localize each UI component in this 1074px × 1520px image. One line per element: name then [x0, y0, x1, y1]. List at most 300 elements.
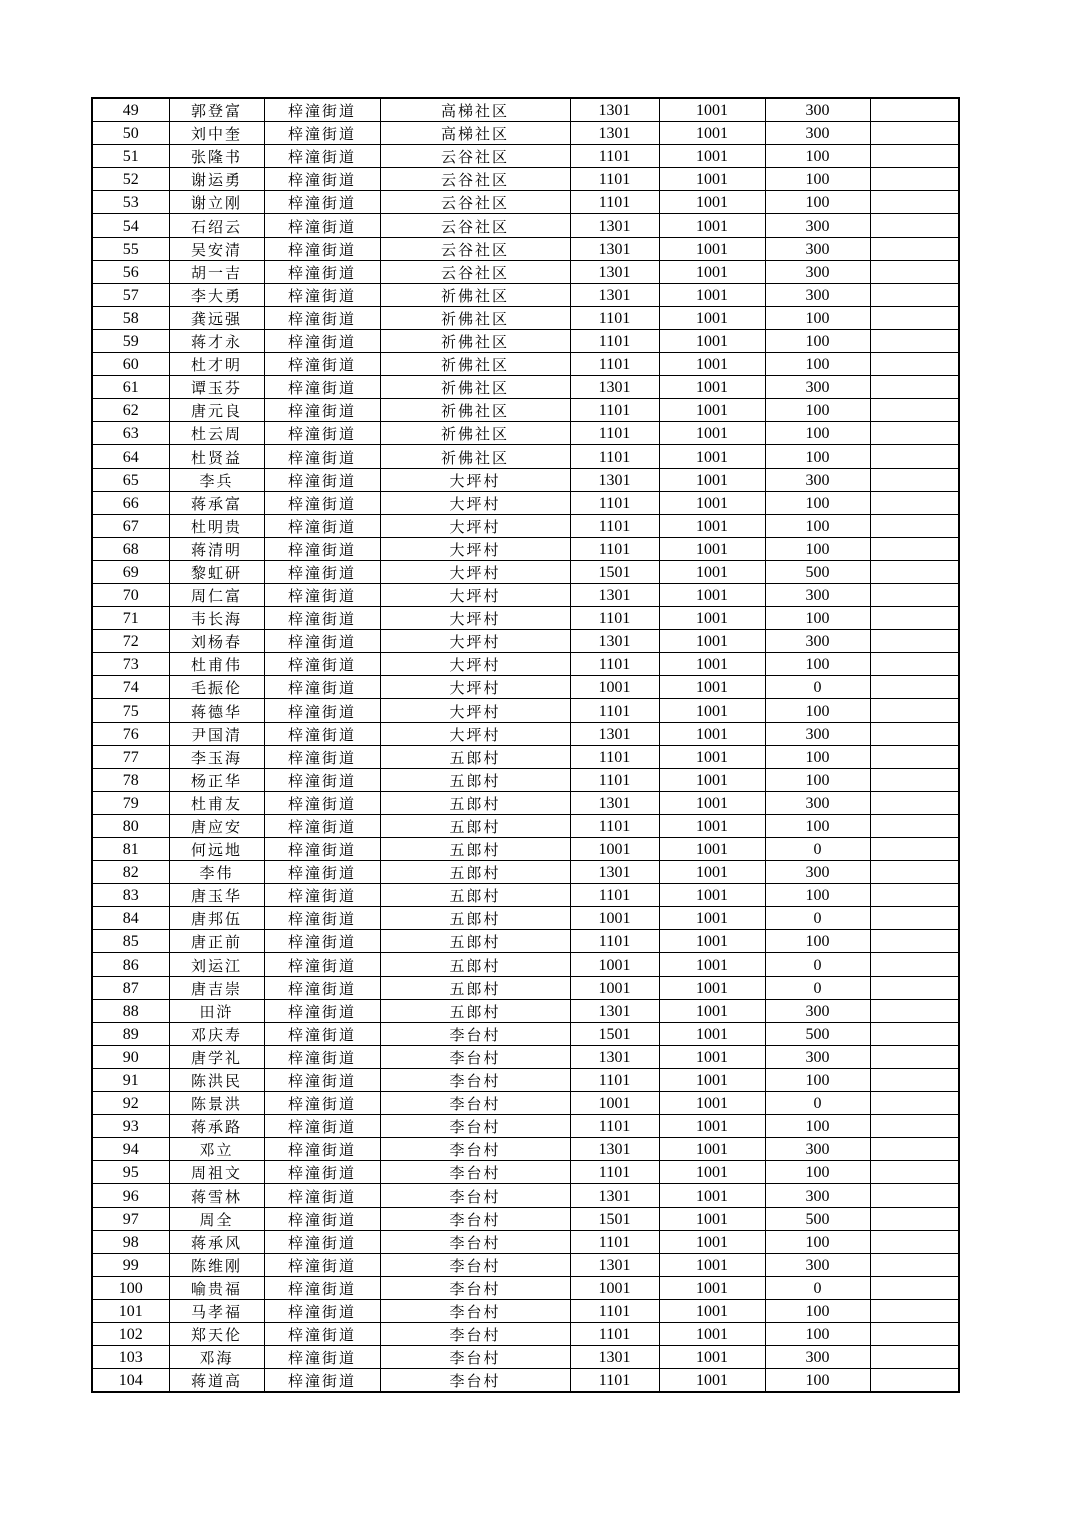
street-cell: 梓潼街道: [264, 468, 380, 491]
name-cell: 田浒: [169, 999, 264, 1022]
table-row: [92, 145, 959, 168]
name-cell: 邓立: [169, 1138, 264, 1161]
community-cell: 大坪村: [380, 699, 570, 722]
remark-cell: [870, 907, 959, 930]
remark-cell: [870, 306, 959, 329]
code-a-cell: 1301: [570, 630, 659, 653]
amount-cell: 100: [765, 1161, 870, 1184]
code-b-cell: 1001: [659, 353, 765, 376]
amount-cell: 300: [765, 791, 870, 814]
code-b-cell: 1001: [659, 745, 765, 768]
code-b-cell: 1001: [659, 1184, 765, 1207]
amount-cell: 100: [765, 145, 870, 168]
remark-cell: [870, 399, 959, 422]
row-number-cell: 80: [92, 814, 169, 837]
code-b-cell: 1001: [659, 722, 765, 745]
row-number-cell: 64: [92, 445, 169, 468]
code-b-cell: 1001: [659, 329, 765, 352]
amount-cell: 0: [765, 838, 870, 861]
code-a-cell: 1101: [570, 329, 659, 352]
code-b-cell: 1001: [659, 907, 765, 930]
table-row: [92, 1138, 959, 1161]
name-cell: 邓庆寿: [169, 1022, 264, 1045]
amount-cell: 300: [765, 214, 870, 237]
community-cell: 五郎村: [380, 884, 570, 907]
row-number-cell: 60: [92, 353, 169, 376]
code-a-cell: 1101: [570, 191, 659, 214]
community-cell: 大坪村: [380, 676, 570, 699]
remark-cell: [870, 1092, 959, 1115]
table-row: [92, 237, 959, 260]
table-row: [92, 1253, 959, 1276]
name-cell: 蒋雪林: [169, 1184, 264, 1207]
table-row: [92, 653, 959, 676]
table-row: [92, 999, 959, 1022]
community-cell: 李台村: [380, 1184, 570, 1207]
row-number-cell: 86: [92, 953, 169, 976]
street-cell: 梓潼街道: [264, 791, 380, 814]
row-number-cell: 62: [92, 399, 169, 422]
community-cell: 李台村: [380, 1115, 570, 1138]
code-b-cell: 1001: [659, 491, 765, 514]
table-row: [92, 491, 959, 514]
table-row: [92, 976, 959, 999]
code-a-cell: 1001: [570, 1276, 659, 1299]
row-number-cell: 67: [92, 514, 169, 537]
name-cell: 李伟: [169, 861, 264, 884]
remark-cell: [870, 1369, 959, 1393]
table-row: [92, 306, 959, 329]
community-cell: 五郎村: [380, 814, 570, 837]
amount-cell: 100: [765, 814, 870, 837]
table-row: [92, 1346, 959, 1369]
remark-cell: [870, 537, 959, 560]
community-cell: 李台村: [380, 1299, 570, 1322]
community-cell: 云谷社区: [380, 145, 570, 168]
row-number-cell: 101: [92, 1299, 169, 1322]
community-cell: 大坪村: [380, 491, 570, 514]
code-b-cell: 1001: [659, 191, 765, 214]
remark-cell: [870, 745, 959, 768]
row-number-cell: 51: [92, 145, 169, 168]
code-b-cell: 1001: [659, 237, 765, 260]
street-cell: 梓潼街道: [264, 1045, 380, 1068]
code-b-cell: 1001: [659, 1230, 765, 1253]
community-cell: 祈佛社区: [380, 376, 570, 399]
code-a-cell: 1101: [570, 445, 659, 468]
name-cell: 唐邦伍: [169, 907, 264, 930]
remark-cell: [870, 514, 959, 537]
community-cell: 大坪村: [380, 560, 570, 583]
remark-cell: [870, 1161, 959, 1184]
code-b-cell: 1001: [659, 1253, 765, 1276]
street-cell: 梓潼街道: [264, 1161, 380, 1184]
name-cell: 陈洪民: [169, 1068, 264, 1091]
code-a-cell: 1301: [570, 861, 659, 884]
row-number-cell: 104: [92, 1369, 169, 1393]
remark-cell: [870, 607, 959, 630]
remark-cell: [870, 1299, 959, 1322]
street-cell: 梓潼街道: [264, 607, 380, 630]
community-cell: 李台村: [380, 1022, 570, 1045]
code-b-cell: 1001: [659, 283, 765, 306]
remark-cell: [870, 1346, 959, 1369]
community-cell: 大坪村: [380, 607, 570, 630]
amount-cell: 0: [765, 676, 870, 699]
street-cell: 梓潼街道: [264, 560, 380, 583]
code-a-cell: 1301: [570, 1253, 659, 1276]
name-cell: 谢立刚: [169, 191, 264, 214]
row-number-cell: 99: [92, 1253, 169, 1276]
table-row: [92, 445, 959, 468]
code-a-cell: 1001: [570, 907, 659, 930]
community-cell: 五郎村: [380, 976, 570, 999]
table-row: [92, 676, 959, 699]
code-a-cell: 1301: [570, 583, 659, 606]
amount-cell: 300: [765, 260, 870, 283]
amount-cell: 100: [765, 399, 870, 422]
amount-cell: 100: [765, 745, 870, 768]
name-cell: 郭登富: [169, 98, 264, 122]
amount-cell: 300: [765, 1346, 870, 1369]
table-row: [92, 168, 959, 191]
amount-cell: 300: [765, 1184, 870, 1207]
street-cell: 梓潼街道: [264, 884, 380, 907]
code-b-cell: 1001: [659, 98, 765, 122]
code-a-cell: 1001: [570, 838, 659, 861]
remark-cell: [870, 283, 959, 306]
amount-cell: 100: [765, 353, 870, 376]
row-number-cell: 88: [92, 999, 169, 1022]
code-b-cell: 1001: [659, 768, 765, 791]
community-cell: 五郎村: [380, 838, 570, 861]
name-cell: 唐玉华: [169, 884, 264, 907]
amount-cell: 0: [765, 907, 870, 930]
remark-cell: [870, 838, 959, 861]
street-cell: 梓潼街道: [264, 1276, 380, 1299]
code-a-cell: 1001: [570, 676, 659, 699]
table-row: [92, 514, 959, 537]
name-cell: 陈维刚: [169, 1253, 264, 1276]
code-b-cell: 1001: [659, 306, 765, 329]
code-b-cell: 1001: [659, 1207, 765, 1230]
code-b-cell: 1001: [659, 1092, 765, 1115]
amount-cell: 100: [765, 1230, 870, 1253]
table-row: [92, 861, 959, 884]
amount-cell: 100: [765, 1369, 870, 1393]
amount-cell: 100: [765, 445, 870, 468]
code-a-cell: 1301: [570, 791, 659, 814]
code-a-cell: 1301: [570, 468, 659, 491]
community-cell: 李台村: [380, 1322, 570, 1345]
code-a-cell: 1101: [570, 306, 659, 329]
name-cell: 周仁富: [169, 583, 264, 606]
code-b-cell: 1001: [659, 861, 765, 884]
community-cell: 大坪村: [380, 468, 570, 491]
code-a-cell: 1101: [570, 168, 659, 191]
remark-cell: [870, 814, 959, 837]
community-cell: 云谷社区: [380, 168, 570, 191]
name-cell: 杜云周: [169, 422, 264, 445]
community-cell: 五郎村: [380, 768, 570, 791]
name-cell: 陈景洪: [169, 1092, 264, 1115]
community-cell: 李台村: [380, 1253, 570, 1276]
amount-cell: 100: [765, 191, 870, 214]
row-number-cell: 79: [92, 791, 169, 814]
table-row: [92, 1045, 959, 1068]
row-number-cell: 73: [92, 653, 169, 676]
amount-cell: 0: [765, 976, 870, 999]
community-cell: 五郎村: [380, 745, 570, 768]
name-cell: 刘杨春: [169, 630, 264, 653]
row-number-cell: 103: [92, 1346, 169, 1369]
name-cell: 张隆书: [169, 145, 264, 168]
community-cell: 祈佛社区: [380, 283, 570, 306]
amount-cell: 100: [765, 607, 870, 630]
table-row: [92, 1068, 959, 1091]
community-cell: 五郎村: [380, 999, 570, 1022]
records-table-body: [92, 98, 959, 1392]
name-cell: 喻贵福: [169, 1276, 264, 1299]
code-b-cell: 1001: [659, 814, 765, 837]
amount-cell: 100: [765, 653, 870, 676]
code-a-cell: 1501: [570, 1207, 659, 1230]
row-number-cell: 78: [92, 768, 169, 791]
code-b-cell: 1001: [659, 537, 765, 560]
community-cell: 祈佛社区: [380, 306, 570, 329]
name-cell: 周祖文: [169, 1161, 264, 1184]
remark-cell: [870, 999, 959, 1022]
code-a-cell: 1101: [570, 422, 659, 445]
code-b-cell: 1001: [659, 1322, 765, 1345]
remark-cell: [870, 376, 959, 399]
amount-cell: 0: [765, 1276, 870, 1299]
street-cell: 梓潼街道: [264, 422, 380, 445]
code-b-cell: 1001: [659, 930, 765, 953]
street-cell: 梓潼街道: [264, 630, 380, 653]
amount-cell: 100: [765, 699, 870, 722]
row-number-cell: 77: [92, 745, 169, 768]
row-number-cell: 72: [92, 630, 169, 653]
remark-cell: [870, 976, 959, 999]
code-a-cell: 1301: [570, 1045, 659, 1068]
table-row: [92, 1207, 959, 1230]
amount-cell: 100: [765, 1115, 870, 1138]
code-a-cell: 1101: [570, 514, 659, 537]
code-a-cell: 1101: [570, 745, 659, 768]
code-b-cell: 1001: [659, 699, 765, 722]
code-a-cell: 1101: [570, 1115, 659, 1138]
name-cell: 何远地: [169, 838, 264, 861]
street-cell: 梓潼街道: [264, 1299, 380, 1322]
street-cell: 梓潼街道: [264, 1369, 380, 1393]
row-number-cell: 90: [92, 1045, 169, 1068]
table-row: [92, 768, 959, 791]
code-a-cell: 1501: [570, 1022, 659, 1045]
row-number-cell: 98: [92, 1230, 169, 1253]
code-b-cell: 1001: [659, 999, 765, 1022]
community-cell: 五郎村: [380, 861, 570, 884]
community-cell: 云谷社区: [380, 214, 570, 237]
name-cell: 杜甫伟: [169, 653, 264, 676]
code-a-cell: 1301: [570, 214, 659, 237]
remark-cell: [870, 861, 959, 884]
amount-cell: 500: [765, 560, 870, 583]
code-b-cell: 1001: [659, 1299, 765, 1322]
amount-cell: 500: [765, 1022, 870, 1045]
amount-cell: 100: [765, 422, 870, 445]
street-cell: 梓潼街道: [264, 907, 380, 930]
amount-cell: 300: [765, 1138, 870, 1161]
amount-cell: 300: [765, 999, 870, 1022]
table-row: [92, 1184, 959, 1207]
table-row: [92, 1276, 959, 1299]
row-number-cell: 55: [92, 237, 169, 260]
remark-cell: [870, 1207, 959, 1230]
table-row: [92, 907, 959, 930]
table-row: [92, 838, 959, 861]
code-a-cell: 1301: [570, 376, 659, 399]
row-number-cell: 76: [92, 722, 169, 745]
street-cell: 梓潼街道: [264, 1207, 380, 1230]
table-row: [92, 745, 959, 768]
street-cell: 梓潼街道: [264, 976, 380, 999]
table-row: [92, 214, 959, 237]
row-number-cell: 49: [92, 98, 169, 122]
community-cell: 李台村: [380, 1045, 570, 1068]
code-b-cell: 1001: [659, 653, 765, 676]
row-number-cell: 84: [92, 907, 169, 930]
row-number-cell: 81: [92, 838, 169, 861]
amount-cell: 100: [765, 168, 870, 191]
amount-cell: 100: [765, 1068, 870, 1091]
table-row: [92, 353, 959, 376]
table-row: [92, 1230, 959, 1253]
table-row: [92, 122, 959, 145]
remark-cell: [870, 168, 959, 191]
name-cell: 唐元良: [169, 399, 264, 422]
table-row: [92, 1369, 959, 1393]
name-cell: 尹国清: [169, 722, 264, 745]
name-cell: 周全: [169, 1207, 264, 1230]
code-a-cell: 1001: [570, 976, 659, 999]
table-row: [92, 376, 959, 399]
code-b-cell: 1001: [659, 1115, 765, 1138]
code-b-cell: 1001: [659, 514, 765, 537]
code-b-cell: 1001: [659, 676, 765, 699]
amount-cell: 300: [765, 1045, 870, 1068]
remark-cell: [870, 214, 959, 237]
community-cell: 云谷社区: [380, 237, 570, 260]
code-b-cell: 1001: [659, 953, 765, 976]
remark-cell: [870, 353, 959, 376]
code-b-cell: 1001: [659, 884, 765, 907]
row-number-cell: 69: [92, 560, 169, 583]
table-row: [92, 884, 959, 907]
name-cell: 黎虹研: [169, 560, 264, 583]
street-cell: 梓潼街道: [264, 191, 380, 214]
name-cell: 谭玉芬: [169, 376, 264, 399]
code-a-cell: 1301: [570, 722, 659, 745]
code-b-cell: 1001: [659, 445, 765, 468]
row-number-cell: 92: [92, 1092, 169, 1115]
name-cell: 李兵: [169, 468, 264, 491]
name-cell: 唐正前: [169, 930, 264, 953]
code-b-cell: 1001: [659, 422, 765, 445]
amount-cell: 300: [765, 468, 870, 491]
code-a-cell: 1001: [570, 953, 659, 976]
amount-cell: 100: [765, 1322, 870, 1345]
code-b-cell: 1001: [659, 1022, 765, 1045]
row-number-cell: 95: [92, 1161, 169, 1184]
street-cell: 梓潼街道: [264, 1346, 380, 1369]
street-cell: 梓潼街道: [264, 98, 380, 122]
name-cell: 胡一吉: [169, 260, 264, 283]
code-a-cell: 1101: [570, 814, 659, 837]
community-cell: 大坪村: [380, 722, 570, 745]
street-cell: 梓潼街道: [264, 653, 380, 676]
code-b-cell: 1001: [659, 1369, 765, 1393]
code-a-cell: 1101: [570, 699, 659, 722]
code-b-cell: 1001: [659, 1276, 765, 1299]
street-cell: 梓潼街道: [264, 214, 380, 237]
table-row: [92, 930, 959, 953]
community-cell: 李台村: [380, 1369, 570, 1393]
code-a-cell: 1001: [570, 1092, 659, 1115]
community-cell: 云谷社区: [380, 191, 570, 214]
community-cell: 李台村: [380, 1207, 570, 1230]
name-cell: 毛振伦: [169, 676, 264, 699]
remark-cell: [870, 468, 959, 491]
name-cell: 蒋承路: [169, 1115, 264, 1138]
table-row: [92, 630, 959, 653]
remark-cell: [870, 422, 959, 445]
code-a-cell: 1301: [570, 237, 659, 260]
remark-cell: [870, 583, 959, 606]
row-number-cell: 53: [92, 191, 169, 214]
table-row: [92, 98, 959, 122]
amount-cell: 300: [765, 98, 870, 122]
community-cell: 祈佛社区: [380, 445, 570, 468]
row-number-cell: 82: [92, 861, 169, 884]
remark-cell: [870, 1253, 959, 1276]
name-cell: 唐学礼: [169, 1045, 264, 1068]
remark-cell: [870, 560, 959, 583]
code-b-cell: 1001: [659, 791, 765, 814]
code-a-cell: 1101: [570, 1322, 659, 1345]
row-number-cell: 65: [92, 468, 169, 491]
remark-cell: [870, 445, 959, 468]
table-row: [92, 422, 959, 445]
code-a-cell: 1101: [570, 1068, 659, 1091]
street-cell: 梓潼街道: [264, 237, 380, 260]
remark-cell: [870, 930, 959, 953]
street-cell: 梓潼街道: [264, 768, 380, 791]
table-row: [92, 468, 959, 491]
name-cell: 蒋道高: [169, 1369, 264, 1393]
amount-cell: 300: [765, 583, 870, 606]
code-b-cell: 1001: [659, 1161, 765, 1184]
community-cell: 五郎村: [380, 907, 570, 930]
row-number-cell: 102: [92, 1322, 169, 1345]
row-number-cell: 94: [92, 1138, 169, 1161]
row-number-cell: 75: [92, 699, 169, 722]
street-cell: 梓潼街道: [264, 353, 380, 376]
table-row: [92, 607, 959, 630]
street-cell: 梓潼街道: [264, 930, 380, 953]
amount-cell: 300: [765, 861, 870, 884]
code-a-cell: 1301: [570, 283, 659, 306]
